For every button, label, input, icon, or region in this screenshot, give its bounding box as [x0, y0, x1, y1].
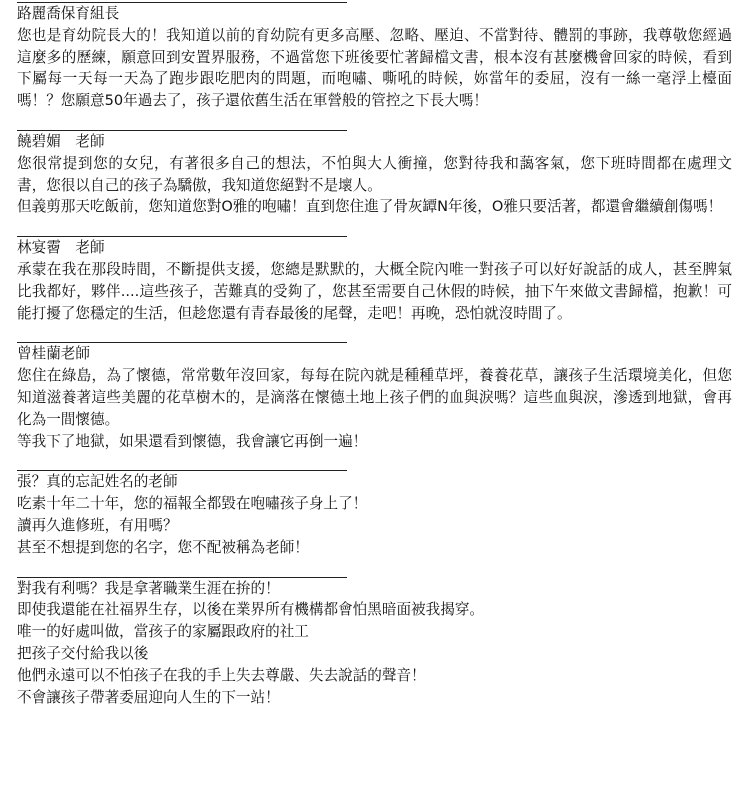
- section-paragraph: 讀再久進修班，有用嗎？: [17, 516, 178, 534]
- section-paragraph: 甚至不想提到您的名字，您不配被稱為老師！: [17, 538, 309, 556]
- section-heading: 路麗喬保育組長: [17, 5, 120, 22]
- section-heading: 饒碧媚 老師: [17, 132, 105, 150]
- section-paragraph: 把孩子交付給我以後: [17, 644, 149, 662]
- section-paragraph: 唯一的好處叫做，當孩子的家屬跟政府的社工: [17, 623, 309, 641]
- section-rao-bimei: [17, 130, 732, 218]
- section-lu-liqiao: [17, 2, 732, 112]
- section-heading: 曾桂蘭老師: [17, 345, 90, 363]
- section-paragraph: 不會讓孩子帶著委屈迎向人生的下一站！: [17, 688, 280, 706]
- section-heading: 林宴霫 老師: [17, 239, 105, 257]
- section-heading: 對我有利嗎？我是拿著職業生涯在拚的！: [17, 579, 280, 597]
- section-paragraph: 您很常提到您的女兒，有著很多自己的想法，不怕與大人衝撞，您對待我和藹客氣，您下班時間都在處理文書，您很以自己的孩子為驕傲，我知道您絕對不是壞人。: [17, 154, 732, 194]
- section-paragraph: 他們永遠可以不怕孩子在我的手上失去尊嚴、失去說話的聲音！: [17, 666, 426, 684]
- section-paragraph: 承蒙在我在那段時間，不斷提供支援，您總是默默的，大概全院內唯一對孩子可以好好說話的成人，甚至脾氣比我都好，夥伴....這些孩子，苦難真的受夠了，您甚至需要自己休假的時候，抽下午來做文書歸檔，抱歉！可能打擾了您穩定的生活，但趁您還有青春最後的尾聲，走吧！再晚，恐怕就沒時間了。: [17, 260, 732, 322]
- section-paragraph: 您住在綠島，為了懷德，常常數年沒回家，每每在院內就是種種草坪，養養花草，讓孩子生活環境美化，但您知道滋養著這些美麗的花草樹木的，是滴落在懷德土地上孩子們的血與淚嗎？這些血與淚，滲透到地獄，會再化為一間懷德。: [17, 367, 732, 428]
- section-paragraph: 但義剪那天吃飯前，您知道您對O雅的咆嘯！直到您住進了骨灰罈N年後，O雅只要活著，都還會繼續創傷嗎！: [17, 198, 723, 216]
- section-zeng-guilan: [17, 342, 732, 452]
- section-paragraph: 等我下了地獄，如果還看到懷德，我會讓它再倒一遍！: [17, 432, 368, 450]
- section-zhang-teacher: [17, 470, 732, 558]
- section-paragraph: 您也是育幼院長大的！我知道以前的育幼院有更多高壓、忽略、壓迫、不當對待、體罰的事跡，我尊敬您經過這麼多的歷練，願意回到安置界服務，不過當您下班後要忙著歸檔文書，根本沒有甚麼機會回家的時候，看到下屬每一天每一天為了跑步跟吃肥肉的問題，而咆嘯、嘶吼的時候，妳當年的委屈，沒有一絲一毫浮上檯面嗎！？您願意50年過去了，孩子還依舊生活在軍營般的管控之下長大嗎！: [17, 26, 732, 110]
- section-paragraph: 即使我還能在社福界生存，以後在業界所有機構都會怕黑暗面被我揭穿。: [17, 601, 485, 619]
- section-lin-yanxi: [17, 236, 732, 324]
- section-conclusion: [17, 577, 732, 709]
- section-heading: 張？真的忘記姓名的老師: [17, 473, 178, 491]
- section-paragraph: 吃素十年二十年，您的福報全都毀在咆嘯孩子身上了！: [17, 495, 368, 513]
